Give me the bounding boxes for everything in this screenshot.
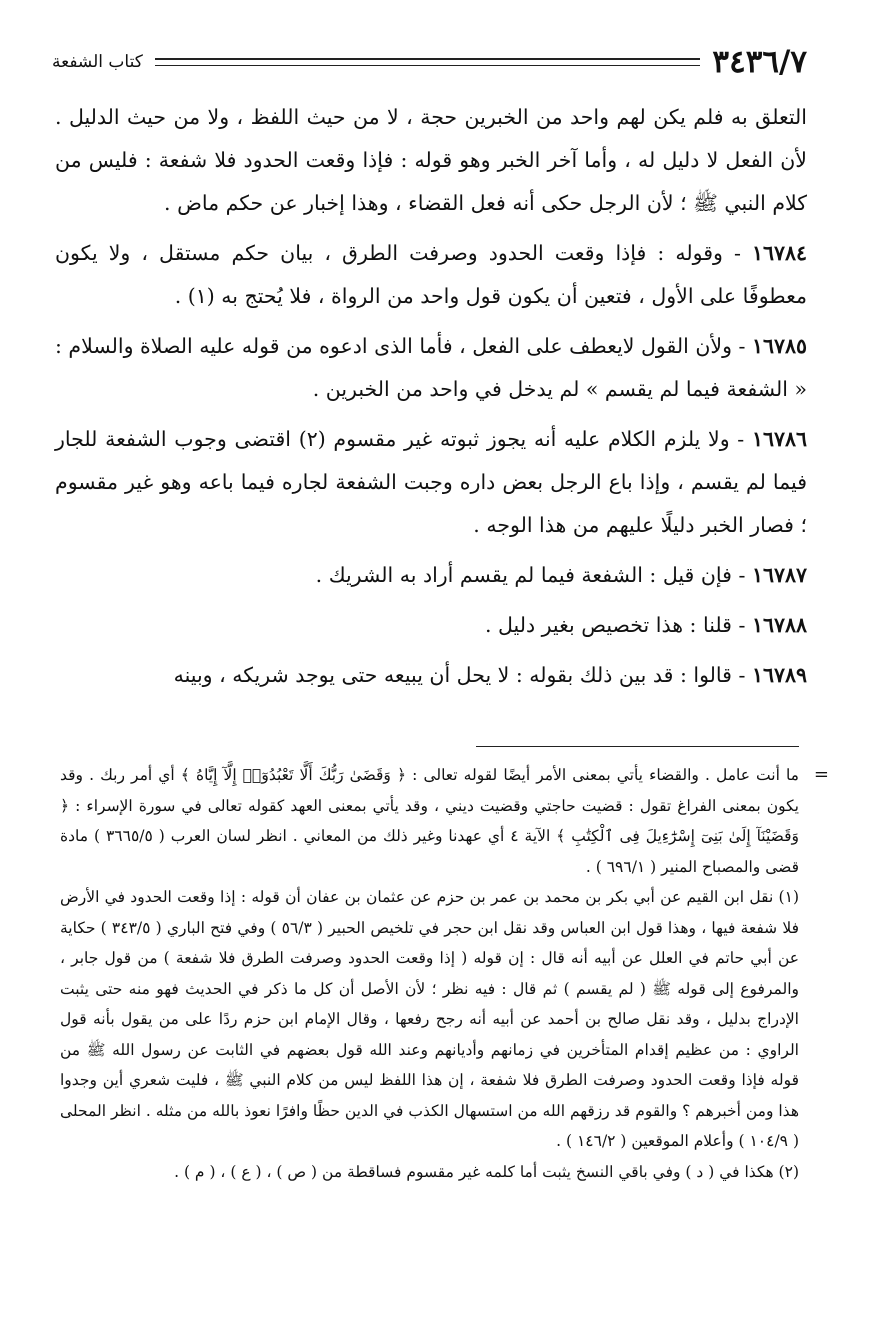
paragraph <box>55 604 807 647</box>
paragraph-number: ١٦٧٨٩ <box>751 663 807 687</box>
footnote <box>60 882 799 1157</box>
page-number: ٣٤٣٦/٧ <box>712 44 807 80</box>
paragraph <box>55 96 807 225</box>
footnote-continuation <box>60 760 829 882</box>
paragraph-number: ١٦٧٨٥ <box>751 334 807 358</box>
footnote-text: (١) نقل ابن القيم عن أبي بكر بن محمد بن عمر بن حزم عن عثمان بن عفان أن قوله : إذا وقعت الحدود في الأرض فلا شفعة فيها ، وهذا قول ابن العباس وقد نقل ابن حجر في تلخيص الحبير ( ٥٦/٣ ) وفي فتح الباري ( ٣٤٣/٥ ) حكاية عن أبي حاتم في العلل عن أبيه أنه قال : إن قوله ( إذا وقعت الحدود وصرفت الطرق فلا شفعة ) من قول جابر ، والمرفوع إلى قوله ﷺ ( لم يقسم ) ثم قال : فيه نظر ؛ لأن الأصل أن كل ما ذكر في الحديث فهو منه حتى يثبت الإدراج بدليل ، وقد نقل صالح بن أحمد عن أبيه أنه رجح رفعها ، وقال الإمام ابن حزم ردًا على من يقول بأنه قول الراوي : من عظيم إقدام المتأخرين في زمانهم وأديانهم وعند الله قول بعضهم في الثابت عن رسول الله ﷺ من قوله فإذا وقعت الحدود وصرفت الطرق فلا شفعة ، إن هذا اللفظ ليس من كلام النبي ﷺ ، فليت شعري أين وجدوا هذا ومن أخبرهم ؟ والقوم قد رزقهم الله من استسهال الكذب في الدين حظًا وافرًا نعوذ بالله من مثله . انظر المحلى ( ١٠٤/٩ ) وأعلام الموقعين ( ١٤٦/٢ ) . <box>60 888 799 1150</box>
paragraph <box>55 654 807 697</box>
paragraph <box>55 418 807 547</box>
main-text <box>55 96 807 704</box>
paragraph-text: - قالوا : قد بين ذلك بقوله : لا يحل أن يبيعه حتى يوجد شريكه ، وبينه <box>173 663 752 687</box>
paragraph <box>55 232 807 318</box>
paragraph-text: - قلنا : هذا تخصيص بغير دليل . <box>484 613 752 637</box>
paragraph-text: - ولأن القول لايعطف على الفعل ، فأما الذى ادعوه من قوله عليه الصلاة والسلام : « الشفعة فيما لم يقسم » لم يدخل في واحد من الخبرين . <box>55 334 807 401</box>
paragraph-text: - ولا يلزم الكلام عليه أنه يجوز ثبوته غير مقسوم (٢) اقتضى وجوب الشفعة للجار فيما لم يقسم ، وإذا باع الرجل بعض داره وجبت الشفعة لجاره فيما باعه وهو غير مقسوم ؛ فصار الخبر دليلًا عليهم من هذا الوجه . <box>55 427 807 537</box>
book-title: كتاب الشفعة <box>52 52 143 72</box>
paragraph <box>55 554 807 597</box>
footnote-text: ما أنت عامل . والقضاء يأتي بمعنى الأمر أيضًا لقوله تعالى : ﴿ وَقَضَىٰ رَبُّكَ أَلَّا تَعْبُدُوٓا۟ إِلَّآ إِيَّاهُ ﴾ أي أمر ربك . وقد يكون بمعنى الفراغ تقول : قضيت حاجتي وقضيت ديني ، وقد يأتي بمعنى العهد كقوله تعالى في سورة الإسراء : ﴿ وَقَضَيْنَآ إِلَىٰ بَنِىٓ إِسْرَٰٓءِيلَ فِى ٱلْكِتَٰبِ ﴾ الآية ٤ أي عهدنا وغير ذلك من المعاني . انظر لسان العرب ( ٣٦٦٥/٥ ) مادة قضى والمصباح المنير ( ٦٩٦/١ ) . <box>60 766 799 876</box>
paragraph-text: - فإن قيل : الشفعة فيما لم يقسم أراد به الشريك . <box>315 563 752 587</box>
continuation-mark: = <box>813 764 829 785</box>
paragraph-text: - وقوله : فإذا وقعت الحدود وصرفت الطرق ، بيان حكم مستقل ، ولا يكون معطوفًا على الأول ، فتعين أن يكون قول واحد من الرواة ، فلا يُحتج به (١) . <box>55 241 807 308</box>
footnote-separator <box>476 746 799 747</box>
footnote <box>60 1157 799 1188</box>
paragraph-text: التعلق به فلم يكن لهم واحد من الخبرين حجة ، لا من حيث اللفظ ، ولا من حيث الدليل . لأن الفعل لا دليل له ، وأما آخر الخبر وهو قوله : فإذا وقعت الحدود فلا شفعة : فليس من كلام النبي ﷺ ؛ لأن الرجل حكى أنه فعل القضاء ، وهذا إخبار عن حكم ماض . <box>55 105 807 215</box>
paragraph <box>55 325 807 411</box>
page-header <box>52 42 807 82</box>
paragraph-number: ١٦٧٨٤ <box>751 241 807 265</box>
paragraph-number: ١٦٧٨٧ <box>751 563 807 587</box>
footnote-text: (٢) هكذا في ( د ) وفي باقي النسخ يثبت أما كلمه غير مقسوم فساقطة من ( ص ) ، ( ع ) ، ( م ) . <box>174 1162 799 1181</box>
paragraph-number: ١٦٧٨٨ <box>751 613 807 637</box>
footnotes <box>60 760 829 1187</box>
header-rule <box>155 58 701 66</box>
paragraph-number: ١٦٧٨٦ <box>751 427 807 451</box>
